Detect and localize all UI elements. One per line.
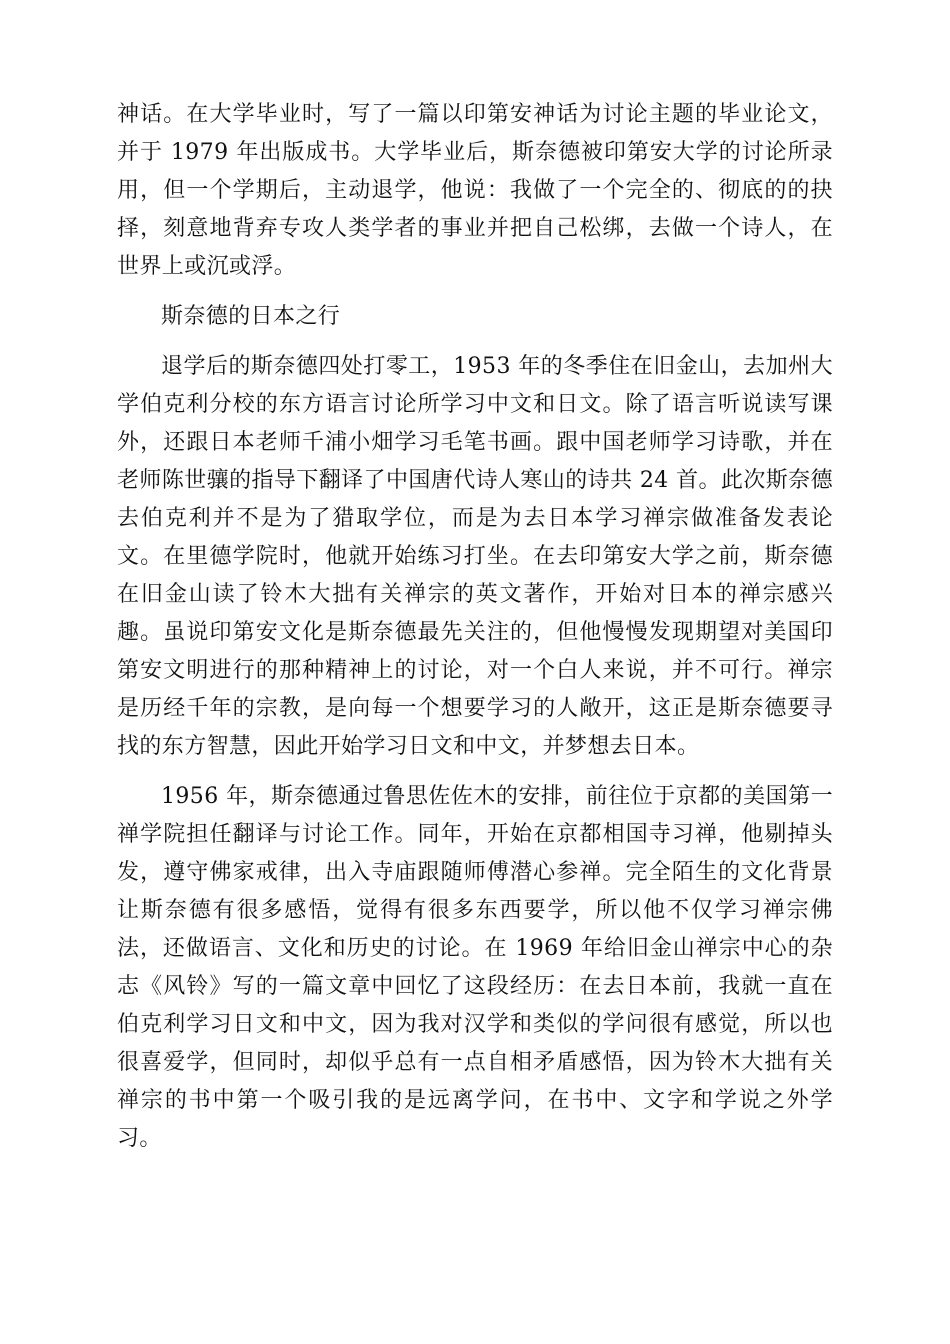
paragraph-kyoto-1956: 1956 年，斯奈德通过鲁思佐佐木的安排，前往位于京都的美国第一禅学院担任翻译与讨论工作。同年，开始在京都相国寺习禅，他剔掉头发，遵守佛家戒律，出入寺庙跟随师傅潜心参禅。完全陌生的文化背景让斯奈德有很多感悟，觉得有很多东西要学，所以他不仅学习禅宗佛法，还做语言、文化和历史的讨论。在 1969 年给旧金山禅宗中心的杂志《风铃》写的一篇文章中回忆了这段经历：在去日本前，我就一直在伯克利学习日文和中文，因为我对汉学和类似的学问很有感觉，所以也很喜爱学，但同时，却似乎总有一点自相矛盾感悟，因为铃木大拙有关禅宗的书中第一个吸引我的是远离学问，在书中、文字和学说之外学习。 [117,784,833,1151]
document-page [117,96,833,1158]
paragraph-berkeley-study: 退学后的斯奈德四处打零工，1953 年的冬季住在旧金山，去加州大学伯克利分校的东方语言讨论所学习中文和日文。除了语言听说读写课外，还跟日本老师千浦小畑学习毛笔书画。跟中国老师学习诗歌，并在老师陈世骧的指导下翻译了中国唐代诗人寒山的诗共 24 首。此次斯奈德去伯克利并不是为了猎取学位，而是为去日本学习禅宗做准备发表论文。在里德学院时，他就开始练习打坐。在去印第安大学之前，斯奈德在旧金山读了铃木大拙有关禅宗的英文著作，开始对日本的禅宗感兴趣。虽说印第安文化是斯奈德最先关注的，但他慢慢发现期望对美国印第安文明进行的那种精神上的讨论，对一个白人来说，并不可行。禅宗是历经千年的宗教，是向每一个想要学习的人敞开，这正是斯奈德要寻找的东方智慧，因此开始学习日文和中文，并梦想去日本。 [117,354,833,759]
section-heading: 斯奈德的日本之行 [161,304,341,329]
paragraph-intro-continuation: 神话。在大学毕业时，写了一篇以印第安神话为讨论主题的毕业论文，并于 1979 年出版成书。大学毕业后，斯奈德被印第安大学的讨论所录用，但一个学期后，主动退学，他说：我做了一个完全的、彻底的的抉择，刻意地背弃专攻人类学者的事业并把自己松绑，去做一个诗人，在世界上或沉或浮。 [117,102,833,279]
